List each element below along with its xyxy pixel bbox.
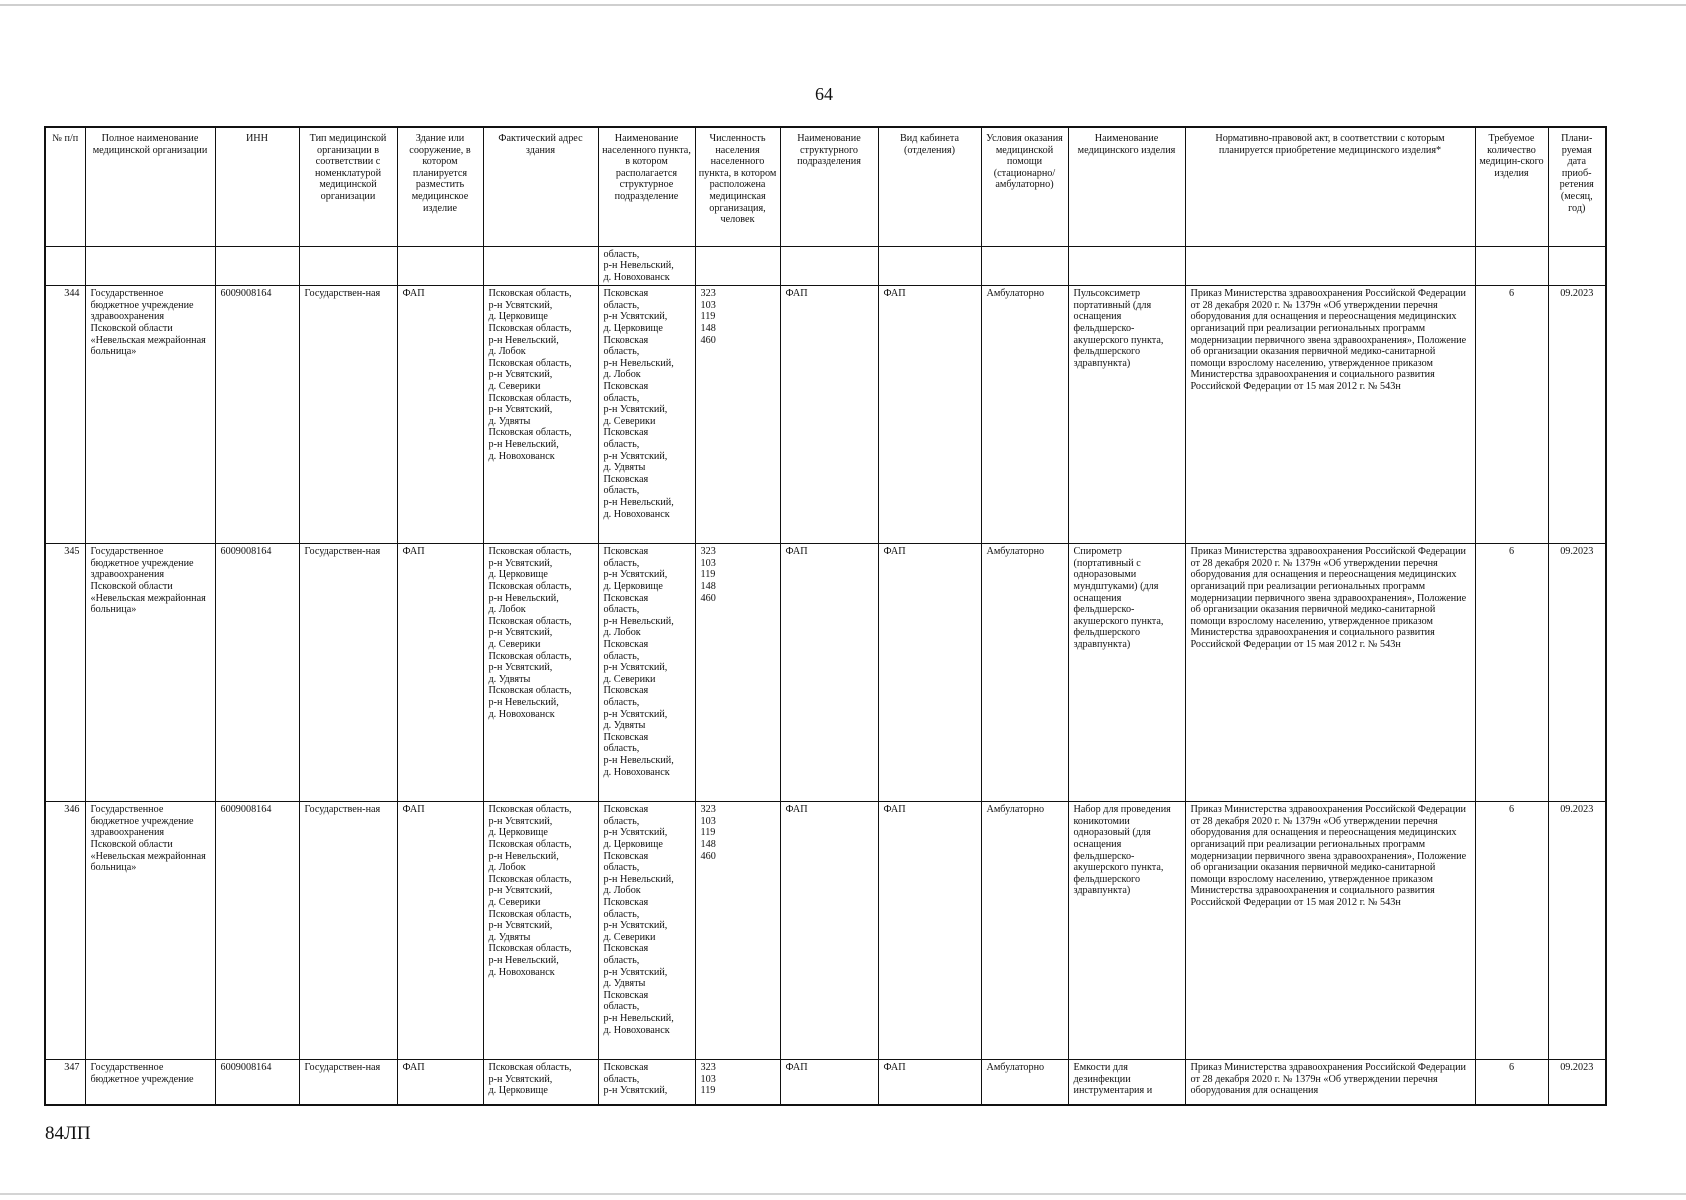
org-name-cell: Государственное бюджетное учреждение — [85, 1060, 215, 1105]
address-cell: Псковская область, р-н Усвятский, д. Церковище Псковская область, р-н Невельский, д. Лобок Псковская область, р-н Усвятский, д. Северики Псковская область, р-н Усвятский, д. Удвяты Псковская область, р-н Невельский, д. Новохованск — [483, 286, 598, 544]
population-cell: 323 103 119 148 460 — [695, 544, 780, 802]
settlement-cell: Псковская область, р-н Усвятский, д. Церковище Псковская область, р-н Невельский, д. Лобок Псковская область, р-н Усвятский, д. Северики Псковская область, р-н Усвятский, д. Удвяты Псковская область, р-н Невельский, д. Новохованск — [598, 286, 695, 544]
date-cell: 09.2023 — [1548, 286, 1606, 544]
conditions-cell: Амбулаторно — [981, 286, 1068, 544]
header-cell-qty: Требуемое количество медицин-ского изделия — [1475, 127, 1548, 246]
header-cell-type: Тип медицинской организации в соответствии с номенклатурой медицинской организации — [299, 127, 397, 246]
header-cell-subdivision: Наименование структурного подразделения — [780, 127, 878, 246]
row-number-cell: 347 — [45, 1060, 85, 1105]
address-cell: Псковская область, р-н Усвятский, д. Церковище — [483, 1060, 598, 1105]
building-cell: ФАП — [397, 286, 483, 544]
header-cell-act: Нормативно-правовой акт, в соответствии с которым планируется приобретение медицинского изделия* — [1185, 127, 1475, 246]
device-cell: Набор для проведения коникотомии одноразовый (для оснащения фельдшерско-акушерского пункта, фельдшерского здравпункта) — [1068, 802, 1185, 1060]
device-cell: Пульсоксиметр портативный (для оснащения фельдшерско-акушерского пункта, фельдшерского здравпункта) — [1068, 286, 1185, 544]
org-type-cell: Государствен-ная — [299, 1060, 397, 1105]
quantity-cell: 6 — [1475, 1060, 1548, 1105]
settlement-cell: область, р-н Невельский, д. Новохованск — [598, 246, 695, 286]
population-cell: 323 103 119 — [695, 1060, 780, 1105]
device-cell: Емкости для дезинфекции инструментария и — [1068, 1060, 1185, 1105]
row-number-cell: 344 — [45, 286, 85, 544]
cabinet-cell: ФАП — [878, 544, 981, 802]
quantity-cell: 6 — [1475, 802, 1548, 1060]
table-row — [45, 802, 1606, 1060]
org-type-cell: Государствен-ная — [299, 544, 397, 802]
org-name-cell: Государственное бюджетное учреждение здравоохранения Псковской области «Невельская межрайонная больница» — [85, 286, 215, 544]
table-row — [45, 1060, 1606, 1105]
date-cell: 09.2023 — [1548, 1060, 1606, 1105]
org-name-cell: Государственное бюджетное учреждение здравоохранения Псковской области «Невельская межрайонная больница» — [85, 802, 215, 1060]
legal-act-cell: Приказ Министерства здравоохранения Российской Федерации от 28 декабря 2020 г. № 1379н «Об утверждении перечня оборудования для оснащения и переоснащения медицинских организаций при реализации региональных программ модернизации первичного звена здравоохранения», Положение об организации оказания первичной медико-санитарной помощи взрослому населению, утвержденное приказом Министерства здравоохранения и социального развития Российской Федерации от 15 мая 2012 г. № 543н — [1185, 544, 1475, 802]
page-number: 64 — [815, 84, 833, 104]
building-cell: ФАП — [397, 544, 483, 802]
building-cell: ФАП — [397, 1060, 483, 1105]
conditions-cell: Амбулаторно — [981, 544, 1068, 802]
population-cell: 323 103 119 148 460 — [695, 802, 780, 1060]
legal-act-cell: Приказ Министерства здравоохранения Российской Федерации от 28 декабря 2020 г. № 1379н «Об утверждении перечня оборудования для оснащения и переоснащения медицинских организаций при реализации региональных программ модернизации первичного звена здравоохранения», Положение об организации оказания первичной медико-санитарной помощи взрослому населению, утвержденное приказом Министерства здравоохранения и социального развития Российской Федерации от 15 мая 2012 г. № 543н — [1185, 802, 1475, 1060]
header-cell-date: Плани-руемая дата приоб-ретения (месяц, год) — [1548, 127, 1606, 246]
legal-act-cell: Приказ Министерства здравоохранения Российской Федерации от 28 декабря 2020 г. № 1379н «Об утверждении перечня оборудования для оснащения — [1185, 1060, 1475, 1105]
header-cell-building: Здание или сооружение, в котором планируется разместить медицинское изделие — [397, 127, 483, 246]
building-cell: ФАП — [397, 802, 483, 1060]
cabinet-cell: ФАП — [878, 286, 981, 544]
header-cell-settlement: Наименование населенного пункта, в котором располагается структурное подразделение — [598, 127, 695, 246]
header-cell-population: Численность населения населенного пункта, в котором расположена медицинская организация, человек — [695, 127, 780, 246]
org-type-cell: Государствен-ная — [299, 286, 397, 544]
inn-cell: 6009008164 — [215, 802, 299, 1060]
inn-cell: 6009008164 — [215, 1060, 299, 1105]
table-header-row — [45, 127, 1606, 246]
header-cell-inn: ИНН — [215, 127, 299, 246]
header-cell-num: № п/п — [45, 127, 85, 246]
cabinet-cell: ФАП — [878, 802, 981, 1060]
inn-cell: 6009008164 — [215, 544, 299, 802]
header-cell-address: Фактический адрес здания — [483, 127, 598, 246]
legal-act-cell: Приказ Министерства здравоохранения Российской Федерации от 28 декабря 2020 г. № 1379н «Об утверждении перечня оборудования для оснащения и переоснащения медицинских организаций при реализации региональных программ модернизации первичного звена здравоохранения», Положение об организации оказания первичной медико-санитарной помощи взрослому населению, утвержденное приказом Министерства здравоохранения и социального развития Российской Федерации от 15 мая 2012 г. № 543н — [1185, 286, 1475, 544]
quantity-cell: 6 — [1475, 544, 1548, 802]
table-row-continuation — [45, 246, 1606, 286]
document-code: 84ЛП — [45, 1123, 91, 1144]
scan-edge-top — [0, 4, 1686, 6]
subdivision-cell: ФАП — [780, 544, 878, 802]
header-cell-device: Наименование медицинского изделия — [1068, 127, 1185, 246]
subdivision-cell: ФАП — [780, 286, 878, 544]
population-cell: 323 103 119 148 460 — [695, 286, 780, 544]
address-cell: Псковская область, р-н Усвятский, д. Церковище Псковская область, р-н Невельский, д. Лобок Псковская область, р-н Усвятский, д. Северики Псковская область, р-н Усвятский, д. Удвяты Псковская область, р-н Невельский, д. Новохованск — [483, 802, 598, 1060]
date-cell: 09.2023 — [1548, 544, 1606, 802]
conditions-cell: Амбулаторно — [981, 1060, 1068, 1105]
settlement-cell: Псковская область, р-н Усвятский, д. Церковище Псковская область, р-н Невельский, д. Лобок Псковская область, р-н Усвятский, д. Северики Псковская область, р-н Усвятский, д. Удвяты Псковская область, р-н Невельский, д. Новохованск — [598, 802, 695, 1060]
subdivision-cell: ФАП — [780, 1060, 878, 1105]
conditions-cell: Амбулаторно — [981, 802, 1068, 1060]
header-cell-conditions: Условия оказания медицинской помощи (стационарно/ амбулаторно) — [981, 127, 1068, 246]
header-cell-org: Полное наименование медицинской организации — [85, 127, 215, 246]
equipment-table — [44, 126, 1607, 1106]
date-cell: 09.2023 — [1548, 802, 1606, 1060]
table-row — [45, 286, 1606, 544]
row-number-cell: 345 — [45, 544, 85, 802]
header-cell-cabinet: Вид кабинета (отделения) — [878, 127, 981, 246]
device-cell: Спирометр (портативный с одноразовыми мундштуками) (для оснащения фельдшерско-акушерского пункта, фельдшерского здравпункта) — [1068, 544, 1185, 802]
org-name-cell: Государственное бюджетное учреждение здравоохранения Псковской области «Невельская межрайонная больница» — [85, 544, 215, 802]
table-row — [45, 544, 1606, 802]
inn-cell: 6009008164 — [215, 286, 299, 544]
settlement-cell: Псковская область, р-н Усвятский, д. Церковище Псковская область, р-н Невельский, д. Лобок Псковская область, р-н Усвятский, д. Северики Псковская область, р-н Усвятский, д. Удвяты Псковская область, р-н Невельский, д. Новохованск — [598, 544, 695, 802]
quantity-cell: 6 — [1475, 286, 1548, 544]
settlement-cell: Псковская область, р-н Усвятский, — [598, 1060, 695, 1105]
subdivision-cell: ФАП — [780, 802, 878, 1060]
org-type-cell: Государствен-ная — [299, 802, 397, 1060]
scan-edge-bottom — [0, 1193, 1686, 1195]
cabinet-cell: ФАП — [878, 1060, 981, 1105]
row-number-cell: 346 — [45, 802, 85, 1060]
address-cell: Псковская область, р-н Усвятский, д. Церковище Псковская область, р-н Невельский, д. Лобок Псковская область, р-н Усвятский, д. Северики Псковская область, р-н Усвятский, д. Удвяты Псковская область, р-н Невельский, д. Новохованск — [483, 544, 598, 802]
